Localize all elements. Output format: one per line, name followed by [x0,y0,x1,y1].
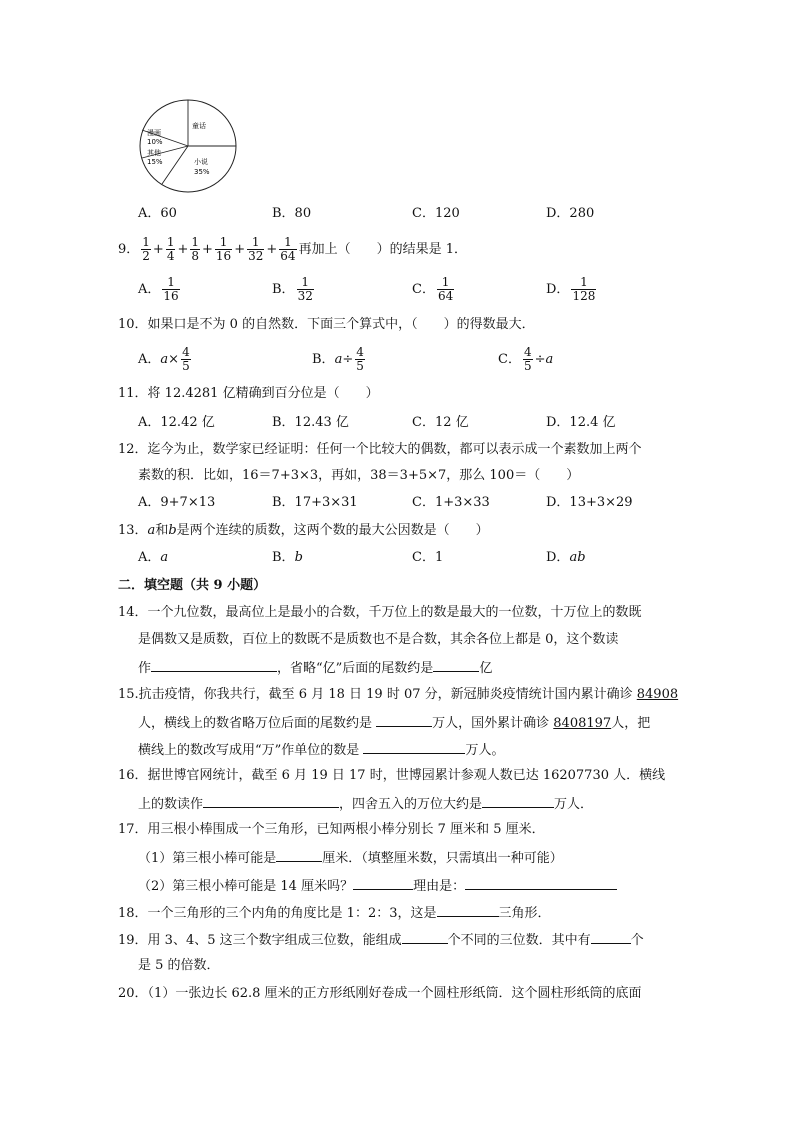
pie-label: 10% [147,138,163,146]
option-a: A． $\frac{1}{16}$ [138,275,179,303]
question-12: 12．迄今为止，数学家已经证明：任何一个比较大的偶数，都可以表示成一个素数加上两个 [118,442,642,457]
answer-blank[interactable] [437,902,499,917]
option-b: B．12.43 亿 [272,415,349,430]
option-a: A．a [138,550,169,565]
fraction: $\frac{1}{16}$ [215,235,232,263]
answer-blank[interactable] [353,875,413,890]
pie-label: 15% [147,158,163,166]
question-9: 9． $\frac{1}{2}$ + $\frac{1}{4}$ + $\frac{1}{8}$ + $\frac{1}{16}$ + $\frac{1}{32}$ + $\frac{1}{64}$ 再加上（ ）的结果是 1． [118,235,467,263]
fraction: $\frac{1}{32}$ [248,235,264,263]
fraction: $\frac{1}{4}$ [166,235,175,263]
option-a: A．12.42 亿 [138,415,215,430]
answer-blank[interactable] [591,929,631,944]
answer-blank[interactable] [402,929,448,944]
option-d: D．12.4 亿 [546,415,616,430]
option-d: D．280 [546,206,595,221]
pie-label: 小说 [194,158,208,166]
question-text: 再加上（ ）的结果是 1． [298,242,467,257]
option-c: C．1+3×33 [412,495,490,510]
pie-label: 漫画 [147,129,161,137]
option-c: C．1 [412,550,444,565]
question-14-cont: 是偶数又是质数，百位上的数既不是质数也不是合数，其余各位上都是 0，这个数读 [138,632,619,647]
answer-blank[interactable] [433,657,479,672]
pie-label: 35% [194,168,210,176]
option-c: C．120 [412,206,460,221]
option-a: A．a× $\frac{4}{5}$ [138,345,190,373]
pie-label: 童话 [192,122,206,130]
question-16: 16．据世博官网统计，截至 6 月 19 日 17 时，世博园累计参观人数已达 16207730 人．横线 [118,768,666,783]
question-16-cont: 上的数读作 ，四舍五入的万位大约是 万人． [138,793,593,815]
question-12-cont: 素数的积．比如，16＝7+3×3，再如，38＝3+5×7，那么 100＝（ ） [138,468,580,483]
question-14: 14．一个九位数，最高位上是最小的合数，千万位上的数是最大的一位数，十万位上的数既 [118,605,642,620]
option-b: B．80 [272,206,312,221]
question-13: 13．a和b是两个连续的质数，这两个数的最大公因数是（ ） [118,523,489,538]
answer-blank[interactable] [203,793,339,808]
question-10: 10．如果口是不为 0 的自然数．下面三个算式中，（ ）的得数最大． [118,317,535,332]
pie-figure [138,98,238,194]
question-19: 19．用 3、4、5 这三个数字组成三位数，能组成 个不同的三位数．其中有 个 [118,929,644,951]
answer-blank[interactable] [482,793,554,808]
question-number: 9． [118,242,140,257]
question-17-part1: （1）第三根小棒可能是 厘米．（填整厘米数，只需填出一种可能） [138,847,563,869]
option-b: B．a÷ $\frac{4}{5}$ [312,345,364,373]
question-15: 15.抗击疫情，你我共行，截至 6 月 18 日 19 时 07 分，新冠肺炎疫情统计国内累计确诊 84908 [118,687,679,702]
question-11: 11．将 12.4281 亿精确到百分位是（ ） [118,386,379,401]
option-c: C． $\frac{4}{5}$ ÷a [498,345,554,373]
option-c: C．12 亿 [412,415,469,430]
question-14-cont: 作 ，省略“亿”后面的尾数约是 亿 [138,657,492,679]
question-19-cont: 是 5 的倍数． [138,958,220,973]
fraction: $\frac{1}{8}$ [191,235,200,263]
option-b: B．17+3×31 [272,495,358,510]
option-c: C． $\frac{1}{64}$ [412,275,454,303]
option-d: D．ab [546,550,586,565]
question-17-part2: （2）第三根小棒可能是 14 厘米吗？ 理由是： [138,875,617,897]
option-d: D． $\frac{1}{128}$ [546,275,596,303]
fraction: $\frac{1}{2}$ [142,235,150,263]
pie-label: 其他 [147,149,161,157]
option-b: B． $\frac{1}{32}$ [272,275,313,303]
answer-blank[interactable] [376,712,432,727]
fraction: $\frac{1}{64}$ [280,235,296,263]
option-a: A．9+7×13 [138,495,216,510]
question-18: 18．一个三角形的三个内角的角度比是 1：2：3，这是 三角形． [118,902,551,924]
question-20: 20．（1）一张边长 62.8 厘米的正方形纸刚好卷成一个圆柱形纸筒．这个圆柱形纸筒的底面 [118,986,642,1001]
question-15-cont: 人，横线上的数省略万位后面的尾数约是 万人，国外累计确诊 8408197人，把 [138,712,650,734]
section-heading: 二．填空题（共 9 小题） [118,578,267,593]
option-d: D．13+3×29 [546,495,633,510]
question-15-cont: 横线上的数改写成用“万”作单位的数是 万人。 [138,739,504,761]
option-b: B．b [272,550,303,565]
answer-blank[interactable] [276,847,322,862]
option-a: A．60 [138,206,177,221]
answer-blank[interactable] [363,739,465,754]
question-17: 17．用三根小棒围成一个三角形，已知两根小棒分别长 7 厘米和 5 厘米． [118,822,545,837]
answer-blank[interactable] [151,657,277,672]
answer-blank[interactable] [465,875,617,890]
